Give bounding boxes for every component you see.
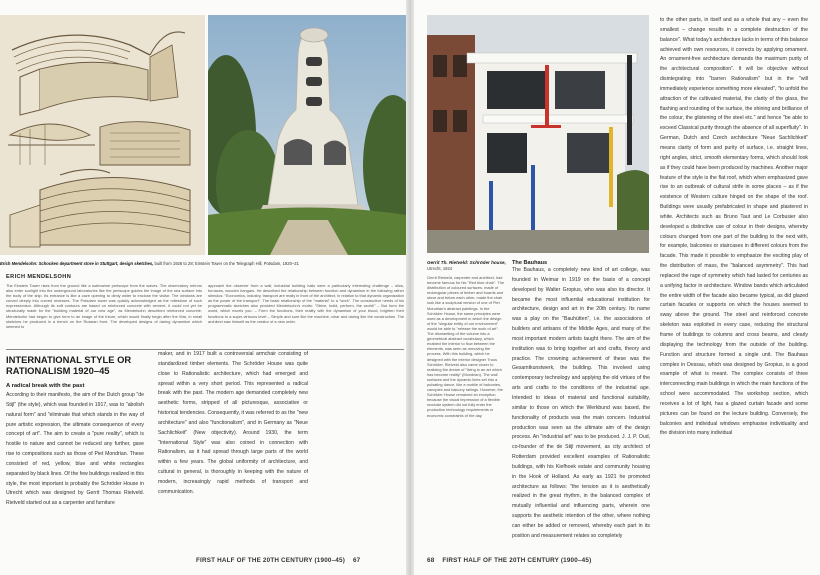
sidebar-column-1: The Einstein Tower rises from the ground like a submarine periscope from the waves. The observatory mirrors also enter sunlight into the underground laboratories like the periscope guides the image of the sea surface into the body of the ship. Its entrance is like a cave opening to dimly wider to enclose the visitor. The windows are curved deeply into curved recesses. The Potsdam tower was quickly acknowledged as the milestone of such expressionism. Although its soft contours are based on reinforced concrete with cement, it could not yet be structurally made for the "building material of our new age", as Mendelsohn described reinforced concrete. Mendelsohn had begun to give form to an image of the future, which would finally begin after the War, in small sketches he produced in a trench on the Russian front. The developed designs of daring dynamism which seemed to [6, 283, 202, 329]
page-number: 67 [352, 557, 361, 564]
section-heading [6, 354, 156, 376]
bauhaus-heading: The Bauhaus [512, 260, 548, 266]
image-caption-rest: built from 1926 to 28; Einstein Tower on the Telegraph Hill, Potsdam, 1920–21 [153, 261, 299, 266]
mendelsohn-sketches-image [0, 15, 205, 255]
sidebar-heading: ERICH MENDELSOHN [6, 274, 72, 280]
right-column: to the other parts, in itself and as a whole that any – even the smallest – change results in a complete destruction of the balance". What today's architecture lacks in terms of this balance achieved with own resources, it corrects by applying ornament. An ornament-free architecture demands the maximum purity of the architectural composition". It will be objective without disintegrating into "barren Rationalism" but in the "will immediately experience something more elevated", "to unfold the attraction of the cultivated material, the clarity of the glass, the flashing and rounding of the surface, the shining and brilliance of the colour, the glistening of the steel etc." and hence "be able to exceed Classical purity through the absence of all superfluity". In German, Dutch and Czech architecture "Neue Sachlichkeit" means clarity of form and purity of surface, i.e. straight lines, right angles, strict, smooth elementary forms, which should look as if they could have been produced by machines. Another major feature of the style is the flat roof, which when emphasized gave rise to an outbreak of cultural strife in some places – as if the existence of Western culture hinged on the shape of the roof. Buildings were usually prefabricated in shape and plastered in white. Architects such as Bruno Taut and Le Corbusier also developed a distinctive use of colour in their designs, whereby colours changed from one part of the building to the next with, for example, balconies or staircases in different colours from the facade. This made it possible to emphasize the exciting play of the distribution of mass, the "balanced asymmetry". This had replaced the rage of symmetry which had lasted for centuries as a unifying factor in architecture. Window bands which articulated the entire width of the facade also became typical, as did glazed curtain facades or supports on which the houses seemed to sway above the ground. The steel and reinforced concrete skeleton was exploited in every case, reducing the structural frame of buildings to columns and cross beams, and clearly displaying the technology from the outside of the building. Function and structure formed a single unit. The Bauhaus complex in Dessau, which was designed by Gropius, is a good example of what is meant. The complex consists of three interconnecting main buildings in which the main functions of the school were accommodated. The workshop section, which receives a lot of light, has a glazed curtain facade and some pictures can be found on the lecture building. Conversely, the balconies and individual windows emphasise individuality and the division into many individual [660, 17, 808, 437]
footer-running-title [196, 557, 360, 564]
image-caption [0, 261, 406, 267]
image-caption-bold: Erich Mendelsohn: Schocken department store in Stuttgart, design sketches, [0, 261, 154, 266]
left-page [0, 0, 406, 575]
footer-title-right: FIRST HALF OF THE 20TH CENTURY (1900–45) [442, 557, 592, 564]
body-column-right: maker, and in 1917 built a controversial armchair consisting of standardized timber elements. The Schröder House was quite close to Rationalistic architecture, which had emerged and spread within a very short period. This represented a radical break with the past. The modern age demanded completely new aesthetic forms, stripped of all picturesque, associative or historical tendencies. Consequently, it was referred to as the "new architecture" and also "functionalism", and in Germany as "Neue Sachlichkeit" (New objectivity). Around 1930, the term "International Style" was also coined in connection with Rationalism, as it had spread through large parts of the world within a few years. The global uniformity of architecture, and cultural in general, is thoroughly in keeping with the nature of modern, increasingly rapid methods of transport and communication. [158, 351, 308, 495]
einstein-tower-photo [208, 15, 406, 255]
sidebar-column-2: approach the observer from a wall, industrial building halls were a particularly interesting challenge – silos, furnaces, wooden hangars. He described the relationship between function and dynamism in the following rather stimulus: "Economics, industry, transport are really in front of the architect, in relation to that dynamic organization as the power of the transport". The basic relationship of the "material" to a "work". The constructive needs of his programmatic sketches also provided Mendelsohn's motto: "Strive, build, perform, the world!" – But form the world, which excels you: – Form the functions, their reality with the dynamism of your blood, brighten their functions to a super-virtuous level – Simple and sure like the machine, clear and daring like the construction. The architect saw himself as the creator of a new order. [208, 283, 404, 324]
section-heading-line-2: RATIONALISM 1920–45 [6, 365, 110, 376]
subheading: A radical break with the past [6, 383, 85, 389]
section-heading-line-1: INTERNATIONAL STYLE OR [6, 354, 132, 365]
book-gutter [406, 0, 414, 575]
side-caption-title: Gerrit Th. Rietveld: Schröder house, [427, 260, 506, 265]
schroder-house-photo [427, 15, 649, 253]
side-caption-text: Gerrit Rietveld, carpenter and architect, had become famous for his "Red blue chair". The distribution of coloured surfaces, made of rectangular pieces of timber and boards and stove and below each other, made the chair look like a sculptural version of one of Piet Mondrian's abstract paintings. In the Schröder House, the same principles were used as a development in which the design of the "singular entity of our environment" would be able to "release the work of art". The dismantling of the volume into a geometrical abstract vocabulary, which enabled the interior to flow between the elements, was seen as removing the process. With this building, which he designed with the interior designer Truus Schröder, Rietveld also came closer to realizing the dream of "living in an art which has become reality" (Mondrian). The wall surfaces and the dynamic lines set into a pulsating dance, like a mobile of balconies, canopies and balcony railings. However, the Schröder House remained an exception because the visual impression of a flexible modular system did not fully enter the production technology requirements or economic constraints of the day. [427, 275, 505, 418]
footer-title: FIRST HALF OF THE 20TH CENTURY (1900–45) [196, 557, 346, 564]
side-caption-place: Utrecht, 1924 [427, 266, 453, 271]
right-page [414, 0, 820, 575]
page-number-right: 68 [427, 557, 435, 564]
bauhaus-column: The Bauhaus, a completely new kind of art college, was founded in Weimar in 1919 on the basis of a concept developed by Walter Gropius, who was also its director. It became the most influential educational institution for architecture, design and art in the 20th century. Its name was a play on the "Bauhütten", i.e. the associations of builders and artisans of the Middle Ages, and many of the most important modern artists taught there. The aim of the institution was to bring together art and crafts, theory and practice. The crowning achievement of these was the Gesamtkunstwerk, the building. This involved using contemporary technology and applying the old virtues of the arts and crafts to the conditions of the industrial age. Intended to ideas of material and functional suitability, similar to those on which the Werkbund was based, the functionality of products was the main concern. Industrial production was seen as the ultimate aim of the design process. An "industrial art" was to be produced. J. J. P. Oud, co-founder of the de Stijl movement, as city architect of Rotterdam provided excellent examples of Rationalistic buildings, with his Kiefhoek estate and community housing in the Hook of Holland. As early as 1921 he promoted architecture as follows: "the tension as it is aesthetically realized in the great rhythm, in the balanced complex of mutually influential and influencing parts, wherein one supports the aesthetic intention of the other, where nothing can either be added or removed, whereby each part in its position and measurement relates so completely [512, 267, 650, 539]
body-column-left: According to their manifesto, the aim of the Dutch group "de Stijl" (the style), which was founded in 1917, was to "abolish natural form" and "eliminate that which stands in the way of pure artistic expression, the ultimate consequence of every concept of art". The aim to create a "pure reality", which is hostile to nature and cannot be reduced any further, gave rise to compositions such as those of Piet Mondrian. These consisted of red, yellow, blue and white rectangles separated by black lines. Of the few buildings realized in this style, the most important is probably the Schröder House in Utrecht which was designed by Gerrit Thomas Rietveld. Rietveld started out as a carpenter and furniture [6, 392, 144, 507]
footer-running-title-right [427, 557, 591, 564]
